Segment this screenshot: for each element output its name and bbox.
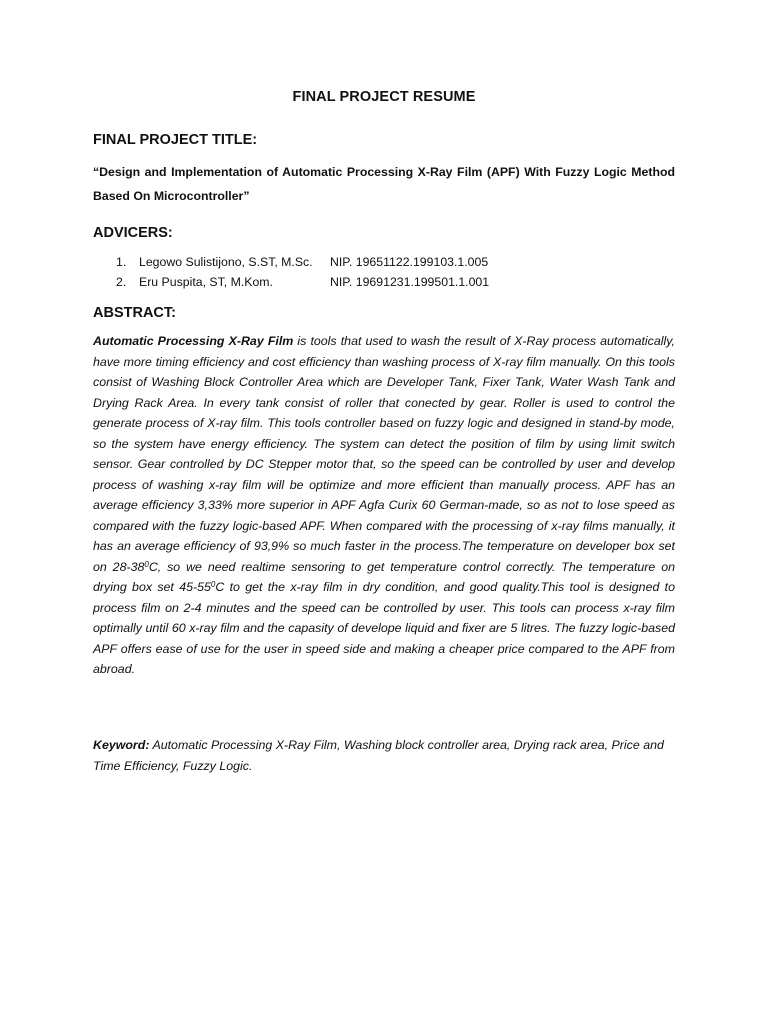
- advisor-name: Eru Puspita, ST, M.Kom.: [139, 275, 273, 289]
- advisor-number: 1.: [116, 255, 127, 269]
- abstract-text-part2: C, so we need realtime sensoring to get temperature control correctly. The temperature on drying box set 45-55: [93, 559, 675, 594]
- advisor-list: [116, 252, 489, 292]
- advisor-nip: NIP. 19691231.199501.1.001: [330, 275, 490, 289]
- document-title: FINAL PROJECT RESUME: [292, 89, 476, 105]
- keywords-label: Keyword:: [93, 738, 150, 752]
- keywords-paragraph: [93, 735, 675, 777]
- keywords-text: Automatic Processing X-Ray Film, Washing block controller area, Drying rack area, Price and Time Efficiency, Fuzzy Logic.: [93, 738, 664, 773]
- advisor-number: 2.: [116, 275, 127, 289]
- abstract-heading: ABSTRACT:: [93, 305, 176, 321]
- advisor-item: [116, 252, 489, 272]
- advisors-heading: ADVICERS:: [93, 225, 173, 241]
- advisor-nip: NIP. 19651122.199103.1.005: [330, 255, 489, 269]
- advisor-name: Legowo Sulistijono, S.ST, M.Sc.: [139, 255, 313, 269]
- advisor-item: [116, 272, 489, 292]
- abstract-text-part1: is tools that used to wash the result of X-Ray process automatically, have more timing efficiency and cost efficiency than washing process of X-ray film manually. On this tools consist of Washing Block Controller Area which are Developer Tank, Fixer Tank, Water Wash Tank and Drying Rack Area. In every tank consist of roller that conected by gear. Roller is used to control the generate process of X-ray film. This tools controller based on fuzzy logic and designed in stand-by mode, so the system have energy efficiency. The system can detect the position of film by using limit switch sensor. Gear controlled by DC Stepper motor that, so the speed can be controlled by user and develop process of washing x-ray film will be optimize and more efficient than manually process. APF has an average efficiency 3,33% more superior in APF Agfa Curix 60 German-made, so as not to lose speed as compared with the fuzzy logic-based APF. When compared with the processing of x-ray films manually, it has an average efficiency of 93,9% so much faster in the process.The temperature on developer box set on 28-38: [93, 334, 675, 574]
- abstract-body: [93, 331, 675, 680]
- degree-superscript: 0: [144, 559, 149, 569]
- abstract-text-part3: C to get the x-ray film in dry condition, and good quality.This tool is designed to process film on 2-4 minutes and the speed can be controlled by user. This tools can process x-ray film optimally until 60 x-ray film and the capasity of develope liquid and fixer are 5 litres. The fuzzy logic-based APF offers ease of use for the user in speed side and making a cheaper price compared to the APF from abroad.: [93, 580, 675, 676]
- project-title-heading: FINAL PROJECT TITLE:: [93, 132, 258, 148]
- project-title: “Design and Implementation of Automatic Processing X-Ray Film (APF) With Fuzzy Logic Method Based On Microcontroller”: [93, 165, 675, 203]
- degree-superscript: 0: [210, 580, 216, 589]
- abstract-lead: Automatic Processing X-Ray Film: [93, 334, 294, 348]
